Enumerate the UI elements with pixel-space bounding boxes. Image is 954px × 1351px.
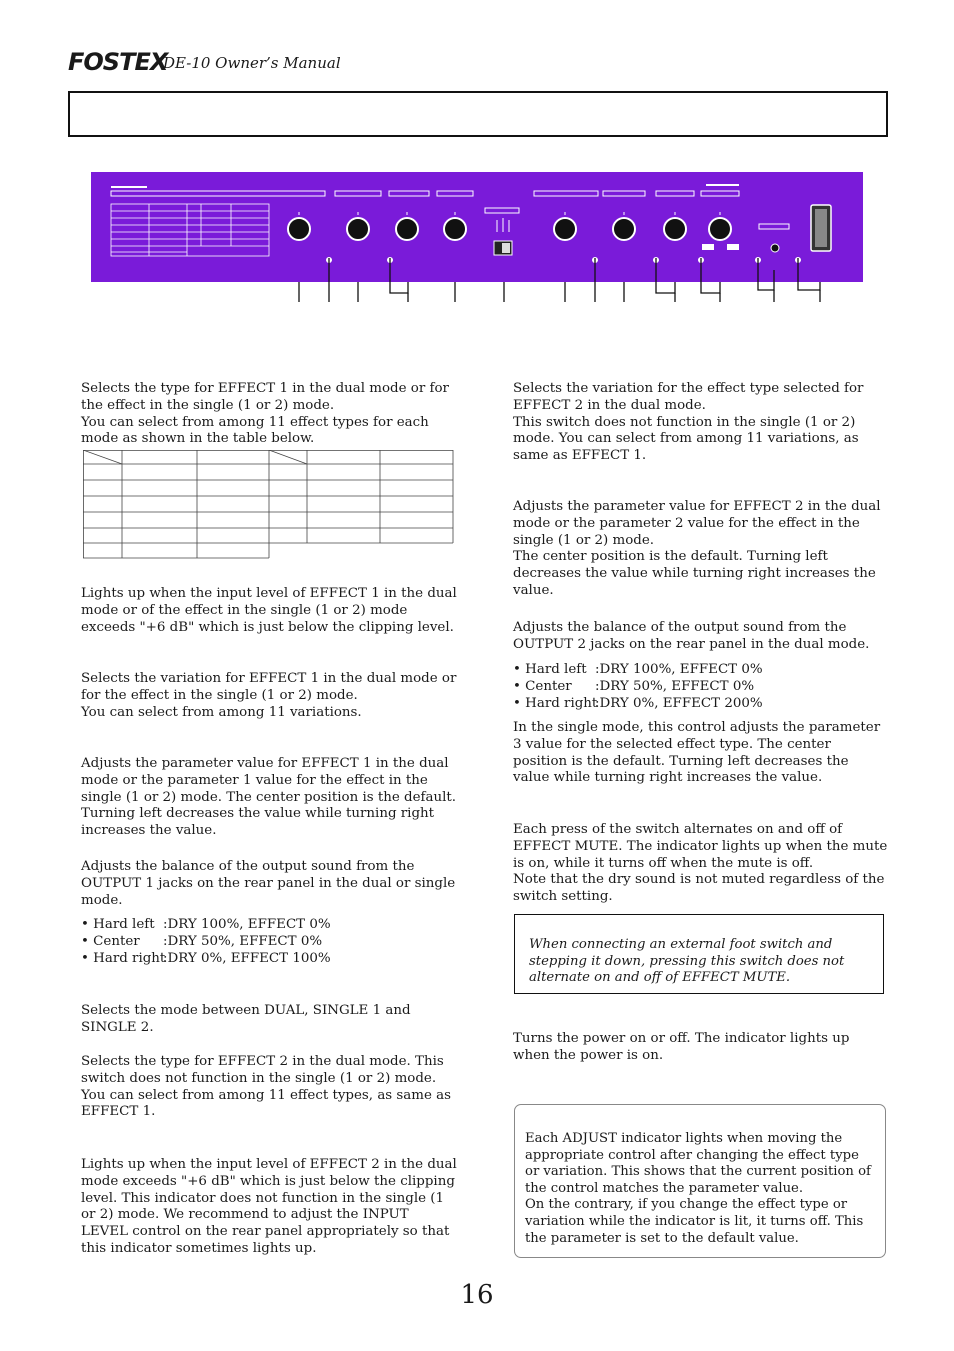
effect1-type-text: Selects the type for EFFECT 1 in the dual mode or for the effect in the single (1 or 2) mode. You can select from among 11 effect types for each mode as shown in the table below. (81, 381, 449, 447)
effect-mute-text: Each press of the switch alternates on and off of EFFECT MUTE. The indicator lights up when the mute is on, while it turns off when the mute is off. Note that the dry sound is not muted regardless of the switch setting. (513, 822, 888, 905)
callout-lines (0, 255, 954, 305)
effect2-variation-text: Selects the variation for the effect type selected for EFFECT 2 in the dual mode. This switch does not function in the single (1 or 2) mode. You can select from among 11 variations, as same as EFFECT 1. (513, 381, 864, 464)
effect1-balance-text: Adjusts the balance of the output sound from the OUTPUT 1 jacks on the rear panel in the dual or single mode. (81, 859, 456, 908)
list-item: • Hard right:DRY 0%, EFFECT 200% (513, 695, 763, 711)
effect2-balance-text: Adjusts the balance of the output sound from the OUTPUT 2 jacks on the rear panel in the dual mode. (513, 620, 870, 652)
manual-title: DE-10 Owner’s Manual (163, 54, 341, 72)
note-text: When connecting an external foot switch and stepping it down, pressing this switch does not alternate on and off of EFFECT MUTE. (529, 937, 845, 986)
power-switch-text: Turns the power on or off. The indicator lights up when the power is on. (513, 1031, 850, 1063)
mode-switch-text: Selects the mode between DUAL, SINGLE 1 and SINGLE 2. (81, 1003, 411, 1035)
effect1-variation-text: Selects the variation for EFFECT 1 in the dual mode or for the effect in the single (1 or 2) mode. You can select from among 11 variations. (81, 671, 457, 720)
effect2-parameter-text: Adjusts the parameter value for EFFECT 2 in the dual mode or the parameter 2 value for the effect in the single (1 or 2) mode. The center position is the default. Turning left decreases the value while turning right increases the value. (513, 499, 881, 598)
adjust-indicator-box (514, 1104, 886, 1258)
effect1-parameter-text: Adjusts the parameter value for EFFECT 1 in the dual mode or the parameter 1 value for the effect in the single (1 or 2) mode. The center position is the default. Turning left decreases the value while turning right increases the value. (81, 756, 457, 839)
section-title-box (68, 91, 888, 137)
effect1-balance-list (81, 917, 457, 967)
effect2-peak-text: Lights up when the input level of EFFECT 2 in the dual mode exceeds "+6 dB" which is just below the clipping level. This indicator does not function in the single (1 or 2) mode. We recommend to adjust the INPUT LEVEL control on the rear panel appropriately so that this indicator sometimes lights up. (81, 1157, 457, 1256)
fostex-logo: FOSTEX (68, 48, 168, 76)
adjust-indicator-text: Each ADJUST indicator lights when moving the appropriate control after changing the effect type or variation. This shows that the current position of the control matches the parameter value. On the contrary, if you change the effect type or variation while the indicator is lit, it turns off. This the parameter is set to the default value. (525, 1131, 871, 1246)
list-item: • Hard left :DRY 100%, EFFECT 0% (513, 662, 763, 677)
effect2-type-text: Selects the type for EFFECT 2 in the dual mode. This switch does not function in the single (1 or 2) mode. You can select from among 11 effect types, as same as EFFECT 1. (81, 1054, 452, 1120)
effect-type-table (83, 450, 455, 560)
list-item: • Center :DRY 50%, EFFECT 0% (513, 678, 755, 694)
list-item: • Hard right:DRY 0%, EFFECT 100% (81, 950, 331, 966)
effect2-balance-list (513, 662, 888, 712)
note-box (514, 914, 884, 994)
list-item: • Hard left :DRY 100%, EFFECT 0% (81, 917, 331, 932)
effect1-peak-text: Lights up when the input level of EFFECT 1 in the dual mode or of the effect in the single (1 or 2) mode exceeds "+6 dB" which is just below the clipping level. (81, 586, 457, 635)
list-item: • Center :DRY 50%, EFFECT 0% (81, 933, 323, 949)
single-mode-parameter-text: In the single mode, this control adjusts the parameter 3 value for the selected effect type. The center position is the default. Turning left decreases the value while turning right increases the value. (513, 720, 881, 786)
page-number: 16 (460, 1280, 494, 1310)
